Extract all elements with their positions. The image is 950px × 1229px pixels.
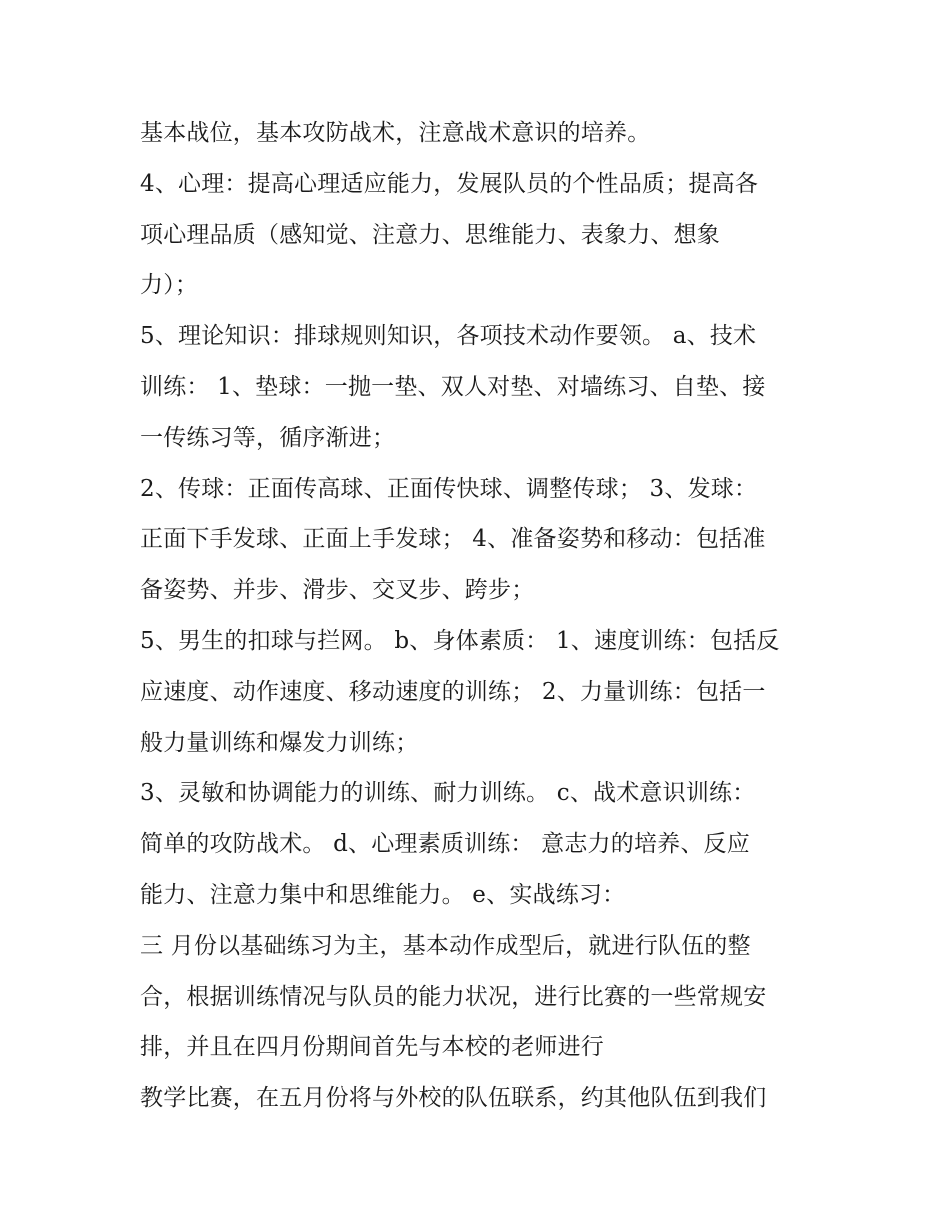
text-line: 3、灵敏和协调能力的训练、耐力训练。 c、战术意识训练：	[140, 780, 756, 807]
text-line: 应速度、动作速度、移动速度的训练； 2、力量训练：包括一	[140, 678, 766, 705]
text-line: 能力、注意力集中和思维能力。 e、实战练习：	[140, 881, 626, 908]
text-line: 教学比赛，在五月份将与外校的队伍联系，约其他队伍到我们	[140, 1085, 767, 1112]
text-line: 5、男生的扣球与拦网。 b、身体素质： 1、速度训练：包括反	[140, 627, 780, 654]
text-line: 正面下手发球、正面上手发球； 4、准备姿势和移动：包括准	[140, 526, 766, 553]
text-line: 基本战位，基本攻防战术，注意战术意识的培养。	[140, 120, 651, 146]
text-line: 4、心理：提高心理适应能力，发展队员的个性品质；提高各	[140, 170, 759, 197]
text-line: 备姿势、并步、滑步、交叉步、跨步；	[140, 577, 535, 604]
text-line: 力）；	[140, 272, 199, 299]
text-line: 2、传球：正面传高球、正面传快球、调整传球； 3、发球：	[140, 475, 758, 502]
text-line: 项心理品质（感知觉、注意力、思维能力、表象力、想象	[140, 221, 720, 248]
document-body	[140, 108, 830, 1124]
text-line: 训练： 1、垫球：一抛一垫、双人对垫、对墙练习、自垫、接	[140, 373, 766, 400]
text-line: 一传练习等，循序渐进；	[140, 424, 396, 451]
text-line: 三 月份以基础练习为主，基本动作成型后，就进行队伍的整	[140, 932, 751, 959]
text-line: 5、理论知识：排球规则知识，各项技术动作要领。 a、技术	[140, 323, 757, 350]
text-line: 排，并且在四月份期间首先与本校的老师进行	[140, 1034, 604, 1061]
text-line: 合，根据训练情况与队员的能力状况，进行比赛的一些常规安	[140, 983, 767, 1010]
text-line: 般力量训练和爆发力训练；	[140, 729, 419, 756]
text-line: 简单的攻防战术。 d、心理素质训练： 意志力的培养、反应	[140, 831, 750, 858]
